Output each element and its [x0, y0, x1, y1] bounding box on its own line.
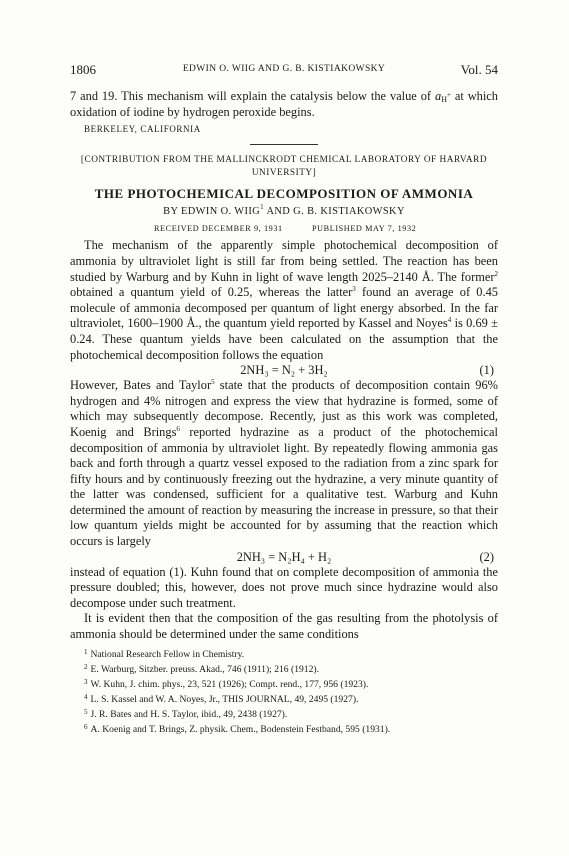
continuation-line-2: at which oxidation of iodine by hydrogen peroxide begins.: [70, 89, 498, 119]
footnote-mark: 3: [84, 677, 88, 686]
footnote-mark: 5: [84, 707, 88, 716]
paragraph-1-text-a: The mechanism of the apparently simple photochemical decomposition of ammonia by ultraviolet light is still far from being settled. The reaction has been studied by Warburg and by Kuhn in light of wave length 2025–2140 Å. The former: [70, 238, 498, 284]
footnote: [70, 646, 498, 661]
running-header: [70, 62, 498, 78]
footnote: [70, 661, 498, 676]
paragraph-2-text-c: reported hydrazine as a product of the photochemical decomposition of ammonia by ultraviolet light. By repeatedly flowing ammonia gas back and forth through a quartz vessel exposed to the radiation from a zinc spark for fifty hours and by continuously freezing out the hydrazine, a very minute quantity of the latter was condensed, sufficient for a qualitative test. Warburg and Kuhn determined the amount of reaction by measuring the increase in pressure, so that their low quantum yields might be accounted for by assuming that the reaction which occurs is largely: [70, 424, 498, 549]
paragraph-2: [70, 378, 498, 550]
byline: [70, 205, 498, 219]
continuation-paragraph: [70, 89, 498, 120]
footnote-marker-5: 5: [211, 378, 215, 387]
equation-2-number: (2): [479, 549, 494, 564]
equation-1-number: (1): [479, 363, 494, 378]
published-date: PUBLISHED MAY 7, 1932: [312, 224, 417, 234]
running-header-authors: EDWIN O. WIIG AND G. B. KISTIAKOWSKY: [182, 64, 386, 74]
volume-label: Vol. 54: [460, 62, 498, 77]
previous-article-place: BERKELEY, CALIFORNIA: [84, 124, 201, 135]
activity-subscript: H: [441, 95, 447, 104]
footnote-text: National Research Fellow in Chemistry.: [90, 648, 245, 660]
byline-second-author: AND G. B. KISTIAKOWSKY: [264, 206, 405, 218]
article-title: THE PHOTOCHEMICAL DECOMPOSITION OF AMMONIA: [94, 185, 474, 201]
paragraph-1: [70, 238, 498, 363]
footnote-marker-2: 2: [494, 269, 498, 278]
footnote-text: E. Warburg, Sitzber. preuss. Akad., 746 (1911); 216 (1912).: [90, 663, 319, 675]
footnote-mark: 2: [84, 662, 88, 671]
footnote-text: J. R. Bates and H. S. Taylor, ibid., 49, 2438 (1927).: [90, 708, 288, 720]
equation-2: [70, 550, 498, 565]
paragraph-2-text-b: state that the products of decomposition contain 96% hydrogen and 4% nitrogen and express the view that hydrazine is formed, some of which may subsequently decompose. Recently, just as this work was completed, Koenig and Brings: [70, 378, 498, 439]
footnote: [70, 706, 498, 721]
footnote-text: A. Koenig and T. Brings, Z. physik. Chem., Bodenstein Festband, 595 (1931).: [90, 723, 391, 735]
received-date: RECEIVED DECEMBER 9, 1931: [154, 224, 283, 234]
footnotes: [70, 646, 498, 736]
article-body: [70, 89, 498, 736]
contribution-note: [CONTRIBUTION FROM THE MALLINCKRODT CHEMICAL LABORATORY OF HARVARD UNIVERSITY]: [80, 154, 488, 178]
footnote-text: L. S. Kassel and W. A. Noyes, Jr., THIS JOURNAL, 49, 2495 (1927).: [90, 693, 359, 705]
footnote: [70, 721, 498, 736]
paragraph-2-text-a: However, Bates and Taylor: [70, 378, 212, 393]
activity-symbol: a: [434, 89, 442, 103]
page-number: 1806: [70, 62, 96, 77]
paragraph-1-text-d: is 0.69 ± 0.24. These quantum yields have been calculated on the assumption that the photochemical decomposition follows the equation: [70, 316, 498, 362]
equation-2-formula: 2NH₃ = N₂H₄ + H₂: [236, 549, 332, 564]
activity-superscript: +: [446, 91, 451, 99]
footnote-marker-4: 4: [447, 316, 452, 325]
footnote: [70, 691, 498, 706]
equation-1: [70, 363, 498, 378]
footnote: [70, 676, 498, 691]
equation-1-formula: 2NH₃ = N₂ + 3H₂: [240, 363, 328, 378]
footnote-marker-1: 1: [260, 203, 265, 212]
footnote-mark: 6: [84, 722, 88, 731]
paragraph-4: It is evident then that the composition of the gas resulting from the photolysis of ammonia should be determined under the same conditions: [70, 611, 498, 642]
publication-dates: [70, 221, 498, 235]
footnote-text: W. Kuhn, J. chim. phys., 23, 521 (1926); Compt. rend., 177, 956 (1923).: [90, 678, 369, 690]
paragraph-1-text-b: obtained a quantum yield of 0.25, whereas the latter: [70, 285, 353, 300]
footnote-marker-6: 6: [176, 424, 180, 433]
byline-first-author: BY EDWIN O. WIIG: [163, 206, 261, 218]
paragraph-1-text-c: found an average of 0.45 molecule of ammonia decomposed per quantum of light energy absorbed. In the far ultraviolet, 1600–1900 Å., the quantum yield reported by Kassel and Noyes: [70, 285, 498, 331]
paragraph-3: instead of equation (1). Kuhn found that on complete decomposition of ammonia the pressure doubled; this, however, does not prove much since hydrazine would also decompose under such treatment.: [70, 564, 498, 610]
footnote-mark: 1: [84, 647, 88, 656]
footnote-mark: 4: [84, 692, 88, 701]
section-divider: [250, 144, 318, 145]
footnote-marker-3: 3: [352, 285, 356, 294]
continuation-line-1: 7 and 19. This mechanism will explain the catalysis below the value of: [70, 89, 432, 103]
